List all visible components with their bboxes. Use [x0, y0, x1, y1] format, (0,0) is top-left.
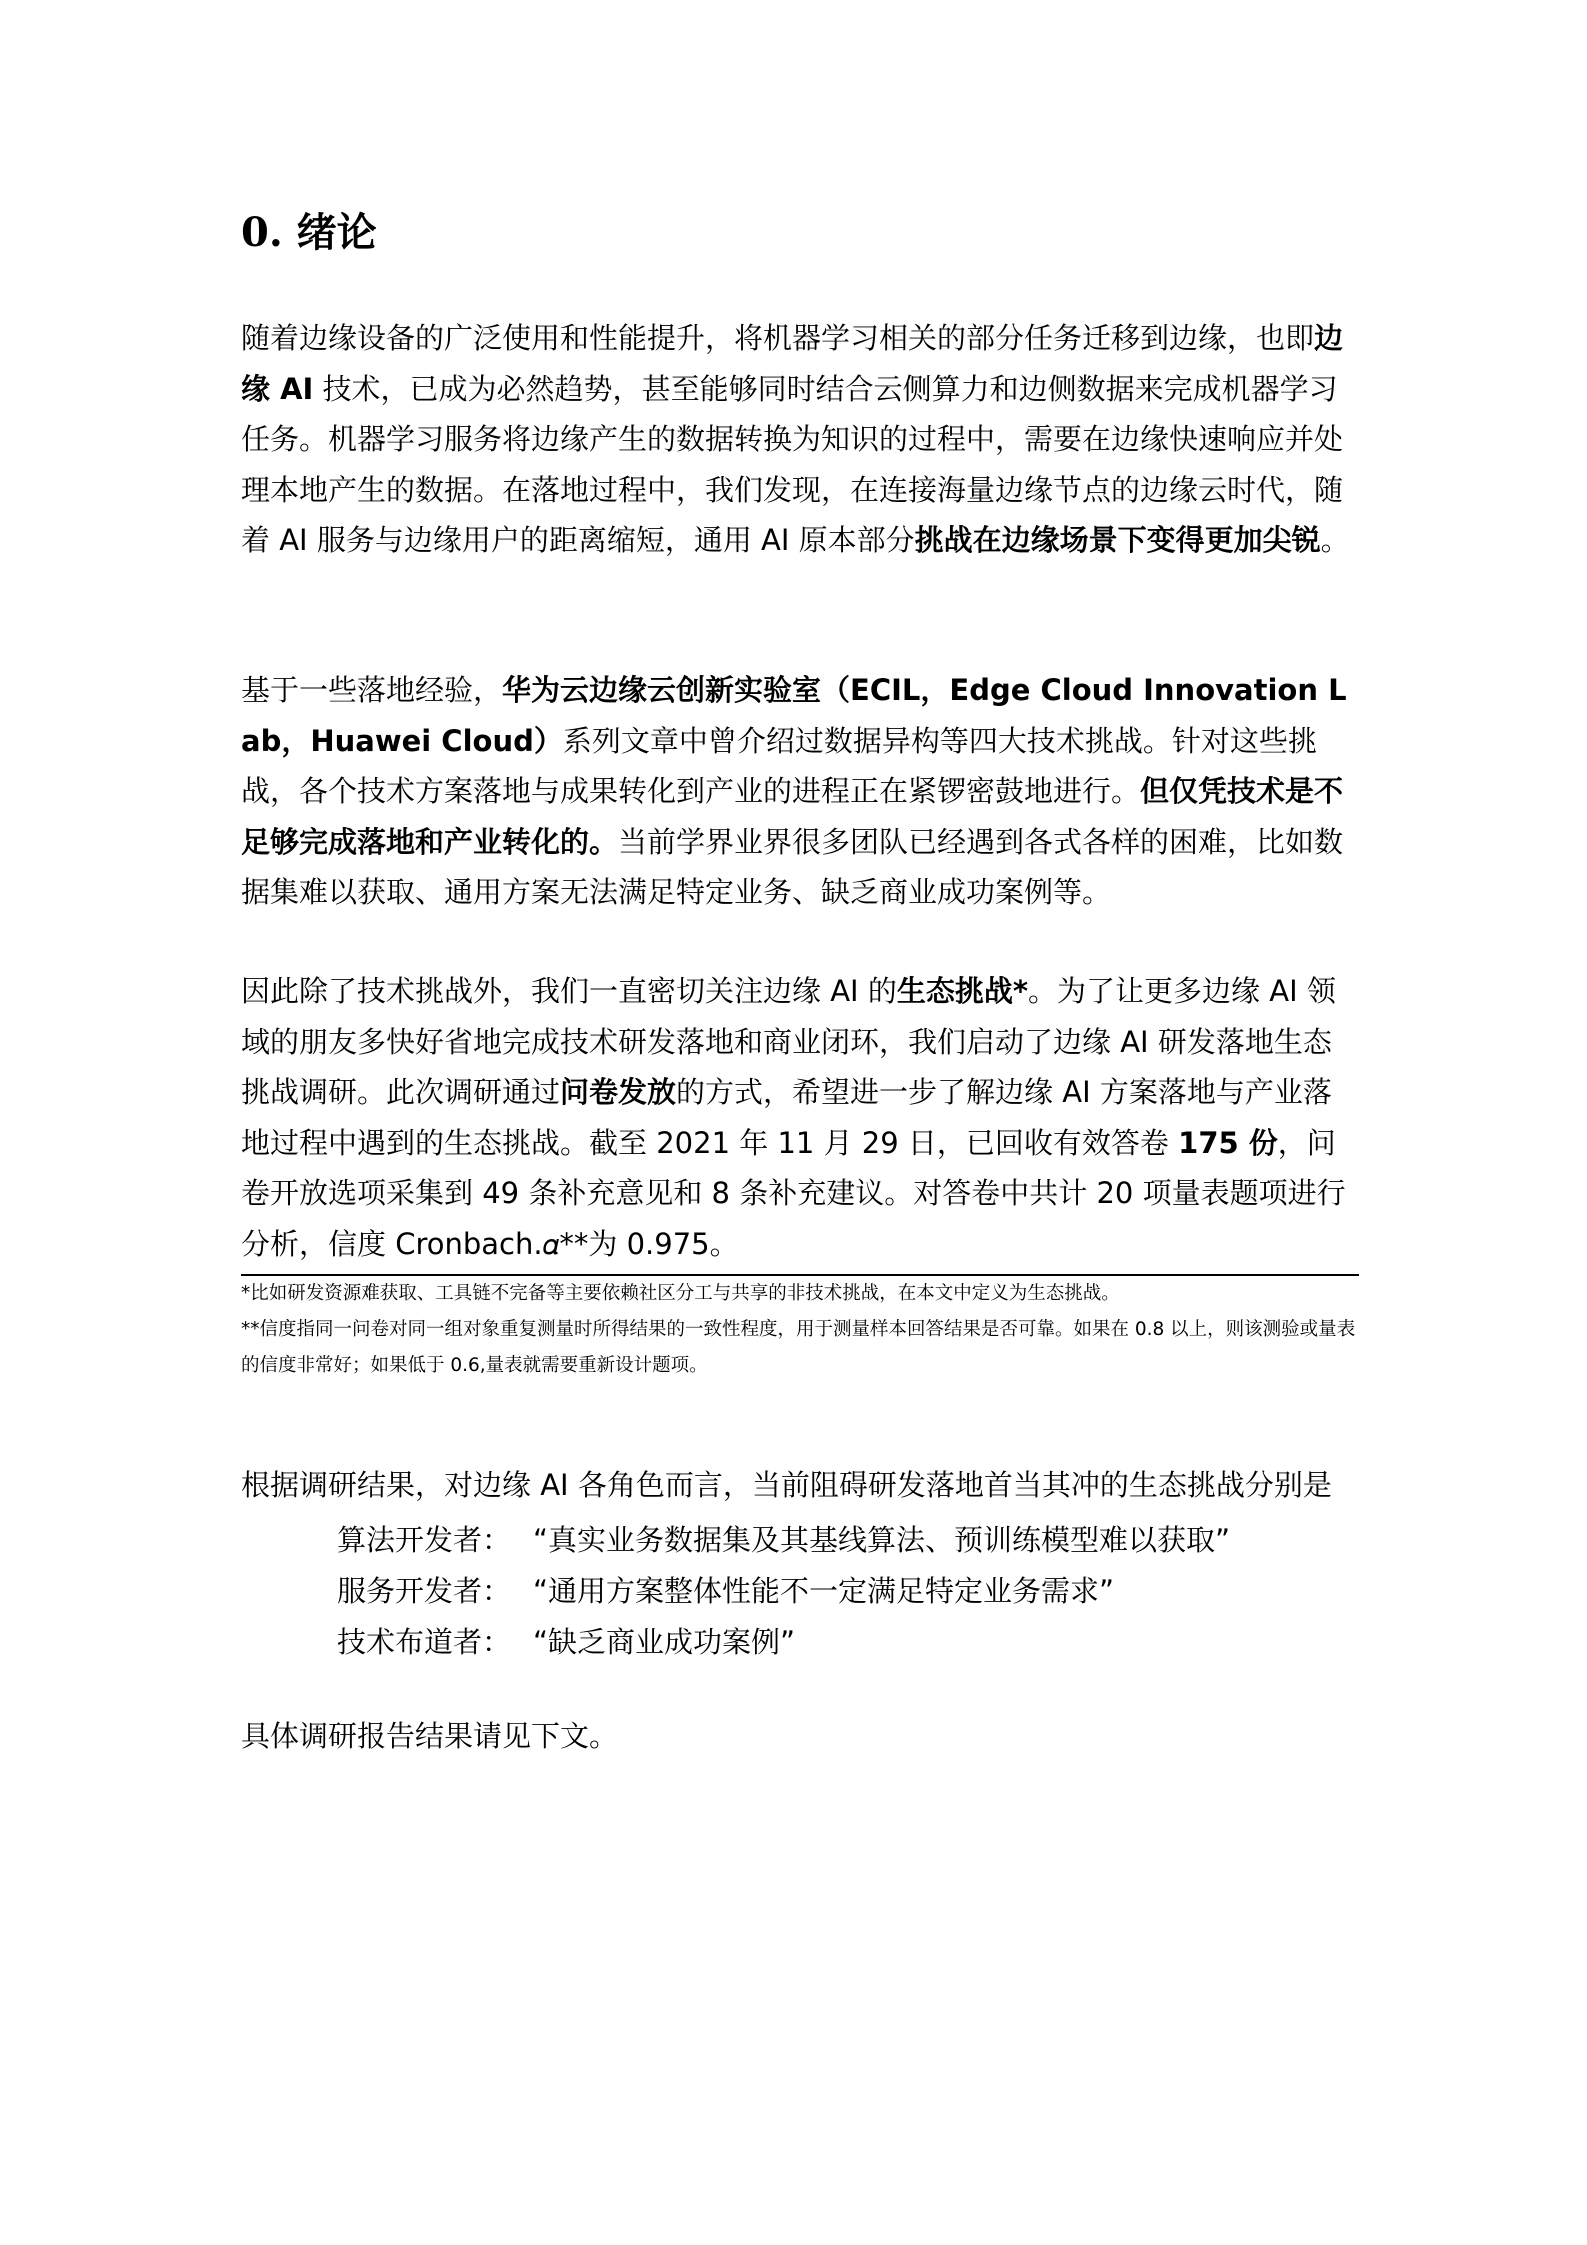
- paragraph-intro: [241, 313, 1359, 566]
- paragraph-findings: 根据调研结果，对边缘 AI 各角色而言，当前阻碍研发落地首当其冲的生态挑战分别是: [241, 1468, 1332, 1502]
- paragraph-closing: 具体调研报告结果请见下文。: [241, 1719, 619, 1753]
- bold-run: 但仅凭技术是不足够完成落地和产业转化的。: [241, 774, 1344, 859]
- role-label: 技术布道者：: [337, 1625, 512, 1659]
- list-item: [337, 1617, 1230, 1668]
- text-run: 基于一些落地经验，: [241, 673, 503, 707]
- text-run: 当前学界业界很多团队已经遇到各式各样的困难，比如数据集难以获取、通用方案无法满足特定业务、缺乏商业成功案例等。: [241, 824, 1344, 909]
- bold-run: 生态挑战*: [896, 974, 1029, 1008]
- bold-run: 华为云边缘云创新实验室（ECIL，Edge Cloud Innovation Lab，Huawei Cloud）: [241, 673, 1347, 758]
- role-quote: “通用方案整体性能不一定满足特定业务需求”: [533, 1574, 1115, 1608]
- role-label: 服务开发者：: [337, 1574, 512, 1608]
- list-item: [337, 1515, 1230, 1566]
- section-heading: 0. 绪论: [241, 209, 377, 256]
- list-item: [337, 1566, 1230, 1617]
- role-quote: “缺乏商业成功案例”: [533, 1625, 796, 1659]
- bold-run: 问卷发放: [560, 1075, 677, 1109]
- footnote-reliability: **信度指同一问卷对同一组对象重复测量时所得结果的一致性程度，用于测量样本回答结果是否可靠。如果在 0.8 以上，则该测验或量表的信度非常好；如果低于 0.6,量表就需要重新设计题项。: [241, 1319, 1356, 1376]
- footnote-ecosystem: *比如研发资源难获取、工具链不完备等主要依赖社区分工与共享的非技术挑战，在本文中定义为生态挑战。: [241, 1283, 1120, 1304]
- text-run: 技术，已成为必然趋势，甚至能够同时结合云侧算力和边侧数据来完成机器学习任务。机器学习服务将边缘产生的数据转换为知识的过程中，需要在边缘快速响应并处理本地产生的数据。在落地过程中，我们发现，在连接海量边缘节点的边缘云时代，随着 AI 服务与边缘用户的距离缩短，通用 AI 原本部分: [241, 371, 1344, 557]
- text-run: 。为了让更多边缘 AI 领域的朋友多快好省地完成技术研发落地和商业闭环，我们启动了边缘 AI 研发落地生态挑战调研。此次调研通过: [241, 974, 1336, 1109]
- text-run: 。: [1320, 523, 1350, 557]
- text-run: 因此除了技术挑战外，我们一直密切关注边缘 AI 的: [241, 974, 897, 1008]
- text-run: ，问卷开放选项采集到 49 条补充意见和 8 条补充建议。对答卷中共计 20 项量表题项进行分析，信度 Cronbach.𝛼**为 0.975。: [241, 1125, 1346, 1261]
- text-run: 随着边缘设备的广泛使用和性能提升，将机器学习相关的部分任务迁移到边缘，也即: [241, 321, 1315, 355]
- bold-run: 175 份: [1178, 1125, 1278, 1160]
- role-quote: “真实业务数据集及其基线算法、预训练模型难以获取”: [533, 1523, 1231, 1557]
- bold-run: 挑战在边缘场景下变得更加尖锐: [914, 523, 1321, 557]
- paragraph-survey: [241, 966, 1359, 1269]
- text-run: 的方式，希望进一步了解边缘 AI 方案落地与产业落地过程中遇到的生态挑战。截至 2021 年 11 月 29 日，已回收有效答卷: [241, 1075, 1332, 1160]
- role-challenge-list: [337, 1515, 1230, 1668]
- paragraph-ecil: [241, 665, 1359, 918]
- role-label: 算法开发者：: [337, 1523, 512, 1557]
- text-run: 系列文章中曾介绍过数据异构等四大技术挑战。针对这些挑战，各个技术方案落地与成果转化到产业的进程正在紧锣密鼓地进行。: [241, 723, 1317, 808]
- bold-run: 边缘 AI: [241, 321, 1344, 406]
